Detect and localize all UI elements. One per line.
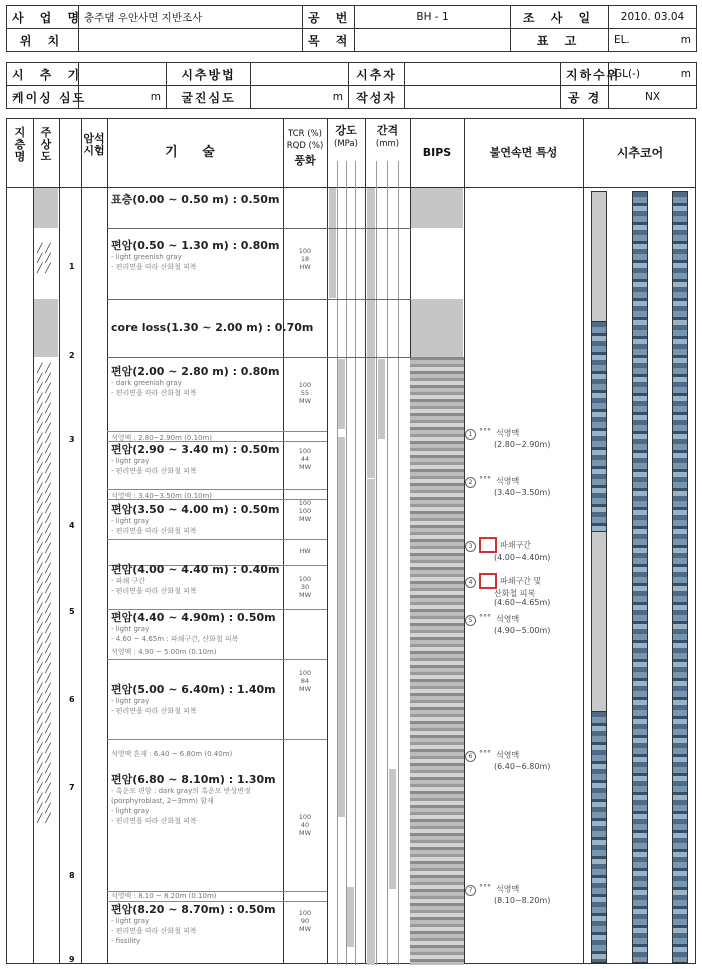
spacing-unit: (mm) — [375, 139, 400, 149]
location-value — [79, 29, 303, 52]
elevation-cell — [609, 29, 697, 52]
author-label: 작성자 — [349, 86, 405, 109]
strength-unit: (MPa) — [334, 139, 358, 149]
desc-8: 편암(4.00 ~ 4.40 m) : 0.40m - 파쇄 구간 - 편리면을 따라 산화철 피복 — [111, 563, 280, 595]
hole-value: BH - 1 — [355, 6, 511, 29]
depth-8: 8 — [69, 871, 75, 880]
purpose-value — [355, 29, 511, 52]
depth-3: 3 — [69, 435, 75, 444]
header-table-bottom — [6, 62, 697, 109]
desc-14: 석영맥 : 8.10 ~ 8.20m (0.10m) — [111, 892, 217, 900]
log-body: 지 층 명 주 상 도 암석 시험 기 술 TCR (%) RQD (%) 풍화 강도 (MPa) 간격 (mm) BIPS 불연속면 특성 시추코어 1 2 3 4 5 6 7 8 9 ╱ ╱ ╱ ╱ ╱ ╱ ╱ ╱ ╱ ╱ ╱ ╱ ╱ ╱ ╱ ╱ ╱ ╱ ╱ ╱ ╱ ╱ ╱ ╱ ╱ ╱ ╱ ╱ ╱ ╱ ╱ ╱ ╱ ╱ ╱ ╱ ╱ ╱ ╱ ╱ ╱ ╱ ╱ ╱ ╱ ╱ ╱ ╱ ╱ ╱ ╱ ╱ ╱ ╱ ╱ ╱ ╱ ╱ ╱ ╱ ╱ ╱ ╱ ╱ ╱ ╱ ╱ ╱ ╱ ╱ ╱ ╱ ╱ ╱ ╱ ╱ ╱ ╱ ╱ ╱ ╱ ╱ ╱ ╱ ╱ ╱ ╱ ╱ ╱ ╱ ╱ ╱ ╱ ╱ ╱ ╱ ╱ ╱ 표층(0.00 ~ 0.50 m) : 0.50m 편암(0.50 ~ 1.30 m) : 0.80m - light greenish gray - 편리면을 따라 산화철 피복 core loss(1.30 ~ 2.00 m) : 0.70m 편암(2.00 ~ 2.80 m) : 0.80m - dark greenish gray - 편리면을 따라 산화철 피복 석영맥 : 2.80~2.90m (0.10m) 편암(2.90 ~ 3.40 m) : 0.50m - light gray - 편리면을 따라 산화철 피복 석영맥 : 3.40~3.50m (0.10m) 편암(3.50 ~ 4.00 m) : 0.50m - light gray - 편리면을 따라 산화철 피복 편암(4.00 ~ 4.40 m) : 0.40m - 파쇄 구간 - 편리면을 따라 산화철 피복 편암(4.40 ~ 4.90m) : 0.50m - light gray - 4.60 ~ 4.65m : 파쇄구간, 산화철 피복 석영맥 : 4.90 ~ 5.00m (0.10m) 편암(5.00 ~ 6.40m) : 1.40m - light gray - 편리면을 따라 산화철 피복 석영맥 흔재 : 6.40 ~ 6.80m (0.40m) 편암(6.80 ~ 8.10m) : 1.30m - 흑운모 편암 : dark gray의 흑운모 반상변정 (porphyroblast, 2~3mm) 함재 - light gray - 편리면을 따라 산화철 피복 석영맥 : 8.10 ~ 8.20m (0.10m) 편암(8.20 ~ 8.70m) : 0.50m - light gray - 편리면을 따라 산화철 피복 - fissility 100 18 HW 100 55 MW 100 44 MW 100 100 MW HW 100 30 MW 100 84 MW 100 40 MW 100 90 MW 1 °°° 석영맥 (2.80~2.90m) 2 °°° 석영맥 (3.40~3.50m) 3 파쇄구간 (4.00~4.40m) 4 파쇄구간 및 산화철 피복 (4.60~4.65m) 5 °°° 석영맥 (4.90~5.00m) 6 °°° 석영맥 (6.40~6.80m) 7 °°° 석영맥 (8.10~8.20m) — [6, 118, 696, 964]
tcr-group-2: 100 44 MW — [298, 447, 312, 471]
casing-label: 케이싱 심도 — [7, 86, 79, 109]
rock-test-header: 암석 시험 — [83, 132, 105, 157]
elevation-value: EL. — [614, 34, 630, 46]
core-column-2 — [632, 191, 648, 963]
method-value — [251, 63, 349, 86]
drill-label: 시 추 기 — [7, 63, 79, 86]
depth-5: 5 — [69, 607, 75, 616]
depth-2: 2 — [69, 351, 75, 360]
depth-unit: m — [251, 86, 349, 109]
quartz-vein-icon: °°° — [479, 427, 491, 436]
desc-15: 편암(8.20 ~ 8.70m) : 0.50m - light gray - 편리면을 따라 산화철 피복 - fissility — [111, 903, 276, 945]
weathering-header: 풍화 — [294, 154, 316, 167]
elevation-label: 표 고 — [511, 29, 609, 52]
desc-3: 편암(2.00 ~ 2.80 m) : 0.80m - dark greenish gray - 편리면을 따라 산화철 피복 — [111, 365, 280, 397]
fracture-zone-icon — [479, 573, 497, 589]
desc-5: 편암(2.90 ~ 3.40 m) : 0.50m - light gray - 편리면을 따라 산화철 피복 — [111, 443, 280, 475]
depth-4: 4 — [69, 521, 75, 530]
diameter-value: NX — [609, 86, 697, 109]
rqd-header: RQD (%) — [286, 141, 324, 151]
feature-7: 7 °°° 석영맥 (8.10~8.20m) — [465, 883, 550, 905]
desc-2: core loss(1.30 ~ 2.00 m) : 0.70m — [111, 321, 314, 334]
fracture-zone-icon — [479, 537, 497, 553]
tcr-group-8: 100 90 MW — [298, 909, 312, 933]
depth-9: 9 — [69, 955, 75, 964]
bips-header: BIPS — [422, 146, 452, 159]
project-value: 충주댐 우안사면 지반조사 — [79, 6, 303, 29]
strata-header: 지 층 명 — [14, 126, 26, 163]
core-column-1 — [591, 321, 607, 533]
drill-value — [79, 63, 167, 86]
tcr-group-4: HW — [299, 547, 311, 555]
tcr-group-5: 100 30 MW — [298, 575, 312, 599]
depth-7: 7 — [69, 783, 75, 792]
feature-5: 5 °°° 석영맥 (4.90~5.00m) — [465, 613, 550, 635]
operator-value — [405, 63, 561, 86]
core-column-1b — [591, 711, 607, 963]
tcr-group-0: 100 18 HW — [298, 247, 312, 271]
gw-unit: m — [680, 68, 691, 80]
purpose-label: 목 적 — [303, 29, 355, 52]
location-label: 위 치 — [7, 29, 79, 52]
method-label: 시추방법 — [167, 63, 251, 86]
desc-0: 표층(0.00 ~ 0.50 m) : 0.50m — [111, 193, 280, 206]
casing-unit: m — [79, 86, 167, 109]
depth-6: 6 — [69, 695, 75, 704]
spacing-header: 간격 — [376, 124, 399, 137]
quartz-vein-icon: °°° — [479, 613, 491, 622]
author-value — [405, 86, 561, 109]
tcr-header: TCR (%) — [288, 129, 322, 139]
description-header: 기 술 — [165, 145, 225, 160]
quartz-vein-icon: °°° — [479, 749, 491, 758]
core-column-1-blank — [591, 191, 607, 323]
feature-3: 3 파쇄구간 (4.00~4.40m) — [465, 537, 550, 562]
elevation-unit: m — [680, 34, 691, 46]
discontinuity-header: 불연속면 특성 — [489, 146, 558, 159]
strength-header: 강도 — [335, 124, 357, 137]
desc-1: 편암(0.50 ~ 1.30 m) : 0.80m - light greenish gray - 편리면을 따라 산화철 피복 — [111, 239, 280, 271]
tcr-group-3: 100 100 MW — [298, 499, 312, 523]
desc-13: 편암(6.80 ~ 8.10m) : 1.30m - 흑운모 편암 : dark gray의 흑운모 반상변정 (porphyroblast, 2~3mm) 함재 - light gray - 편리면을 따라 산화철 피복 — [111, 773, 276, 825]
desc-4: 석영맥 : 2.80~2.90m (0.10m) — [111, 434, 213, 442]
quartz-vein-icon: °°° — [479, 475, 491, 484]
desc-6: 석영맥 : 3.40~3.50m (0.10m) — [111, 492, 213, 500]
gw-cell — [609, 63, 697, 86]
gw-label: 지하수위 — [561, 63, 609, 86]
date-label: 조 사 일 — [511, 6, 609, 29]
bips-image — [410, 357, 464, 965]
feature-6: 6 °°° 석영맥 (6.40~6.80m) — [465, 749, 550, 771]
core-column-1-blank2 — [591, 531, 607, 713]
desc-9: 편암(4.40 ~ 4.90m) : 0.50m - light gray - 4.60 ~ 4.65m : 파쇄구간, 산화철 피복 — [111, 611, 276, 643]
depth-1: 1 — [69, 262, 75, 271]
feature-4: 4 파쇄구간 및 산화철 피복 (4.60~4.65m) — [465, 573, 550, 607]
desc-11: 편암(5.00 ~ 6.40m) : 1.40m - light gray - 편리면을 따라 산화철 피복 — [111, 683, 276, 715]
date-value: 2010. 03.04 — [609, 6, 697, 29]
diameter-label: 공 경 — [561, 86, 609, 109]
desc-12: 석영맥 흔재 : 6.40 ~ 6.80m (0.40m) — [111, 750, 233, 758]
project-label: 사 업 명 — [7, 6, 79, 29]
desc-10: 석영맥 : 4.90 ~ 5.00m (0.10m) — [111, 648, 217, 656]
header-table-top — [6, 5, 697, 52]
hole-label: 공 번 — [303, 6, 355, 29]
feature-2: 2 °°° 석영맥 (3.40~3.50m) — [465, 475, 550, 497]
core-column-3 — [672, 191, 688, 963]
quartz-vein-icon: °°° — [479, 883, 491, 892]
depth-label: 굴진심도 — [167, 86, 251, 109]
desc-7: 편암(3.50 ~ 4.00 m) : 0.50m - light gray - 편리면을 따라 산화철 피복 — [111, 503, 280, 535]
columnar-header: 주 상 도 — [40, 126, 52, 163]
feature-1: 1 °°° 석영맥 (2.80~2.90m) — [465, 427, 550, 449]
tcr-group-1: 100 55 MW — [298, 381, 312, 405]
tcr-group-6: 100 84 MW — [298, 669, 312, 693]
gw-value: GL(-) — [614, 68, 640, 80]
core-header: 시추코어 — [616, 146, 664, 160]
operator-label: 시추자 — [349, 63, 405, 86]
tcr-group-7: 100 40 MW — [298, 813, 312, 837]
